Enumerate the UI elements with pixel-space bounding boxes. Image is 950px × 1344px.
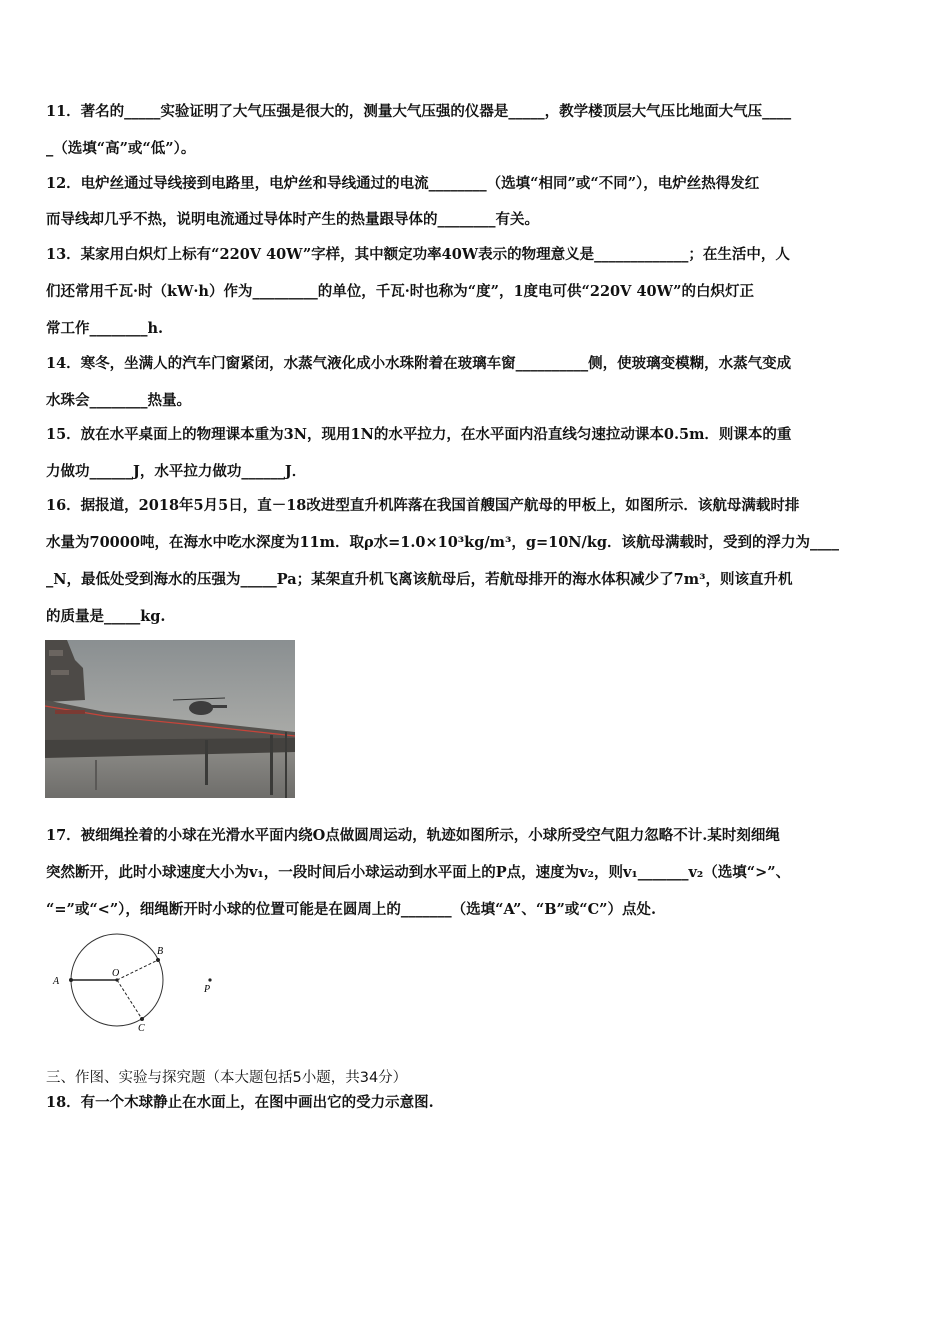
q13-line-2: 们还常用千瓦·时（kW·h）作为_________的单位，千瓦·时也称为“度”，1度电可供“220V 40W”的白炽灯正 <box>46 283 755 300</box>
q13-line-3: 常工作________h. <box>46 320 164 337</box>
q13-line-1: 13．某家用白炽灯上标有“220V 40W”字样，其中额定功率40W表示的物理意义是_____________；在生活中，人 <box>46 246 790 263</box>
radius-to-c <box>117 980 142 1019</box>
q14-line-2: 水珠会________热量。 <box>46 392 191 409</box>
q15-line-2: 力做功______J，水平拉力做功______J． <box>46 463 307 480</box>
radius-to-b <box>117 960 158 980</box>
q11-line-1: 11．著名的_____实验证明了大气压强是很大的，测量大气压强的仪器是_____，教学楼顶层大气压比地面大气压____ <box>46 103 792 120</box>
q16-line-2: 水量为70000吨，在海水中吃水深度为11m．取ρ水=1.0×10³kg/m³，g=10N/kg．该航母满载时，受到的浮力为____ <box>46 534 840 551</box>
label-b: B <box>157 946 164 957</box>
q11-line-2: _（选填“高”或“低”）。 <box>46 140 196 157</box>
q17-line-3: “=”或“<”），细绳断开时小球的位置可能是在圆周上的_______（选填“A”、“B”或“C”）点处. <box>46 901 657 918</box>
point-p <box>208 978 211 981</box>
q16-line-3: _N，最低处受到海水的压强为_____Pa；某架直升机飞离该航母后，若航母排开的海水体积减少了7m³，则该直升机 <box>46 571 793 588</box>
q14-line-1: 14．寒冬，坐满人的汽车门窗紧闭，水蒸气液化成小水珠附着在玻璃车窗__________侧，使玻璃变模糊，水蒸气变成 <box>46 355 792 372</box>
circular-motion-diagram <box>45 930 235 1035</box>
point-c <box>140 1017 144 1021</box>
section-3-heading: 三、作图、实验与探究题（本大题包括5小题，共34分） <box>46 1070 408 1086</box>
q18-line-1: 18．有一个木球静止在水面上，在图中画出它的受力示意图. <box>46 1094 434 1111</box>
point-a <box>69 978 73 982</box>
q12-line-1: 12．电炉丝通过导线接到电路里，电炉丝和导线通过的电流________（选填“相同”或“不同”），电炉丝热得发红 <box>46 175 760 192</box>
q15-line-1: 15．放在水平桌面上的物理课本重为3N，现用1N的水平拉力，在水平面内沿直线匀速拉动课本0.5m．则课本的重 <box>46 426 792 443</box>
point-b <box>156 958 160 962</box>
label-c: C <box>138 1023 145 1034</box>
label-o: O <box>112 968 120 979</box>
q16-line-4: 的质量是_____kg. <box>46 608 166 625</box>
q17-line-1: 17．被细绳拴着的小球在光滑水平面内绕O点做圆周运动，轨迹如图所示，小球所受空气阻力忽略不计.某时刻细绳 <box>46 827 780 844</box>
q17-line-2: 突然断开，此时小球速度大小为v₁，一段时间后小球运动到水平面上的P点，速度为v₂，则v₁_______v₂（选填“>”、 <box>46 864 791 881</box>
aircraft-carrier-photo <box>45 640 295 798</box>
label-a: A <box>53 976 60 987</box>
q12-line-2: 而导线却几乎不热，说明电流通过导体时产生的热量跟导体的________有关。 <box>46 211 539 228</box>
label-p: P <box>204 984 211 995</box>
q16-line-1: 16．据报道，2018年5月5日，直－18改进型直升机阵落在我国首艘国产航母的甲板上，如图所示．该航母满载时排 <box>46 497 800 514</box>
